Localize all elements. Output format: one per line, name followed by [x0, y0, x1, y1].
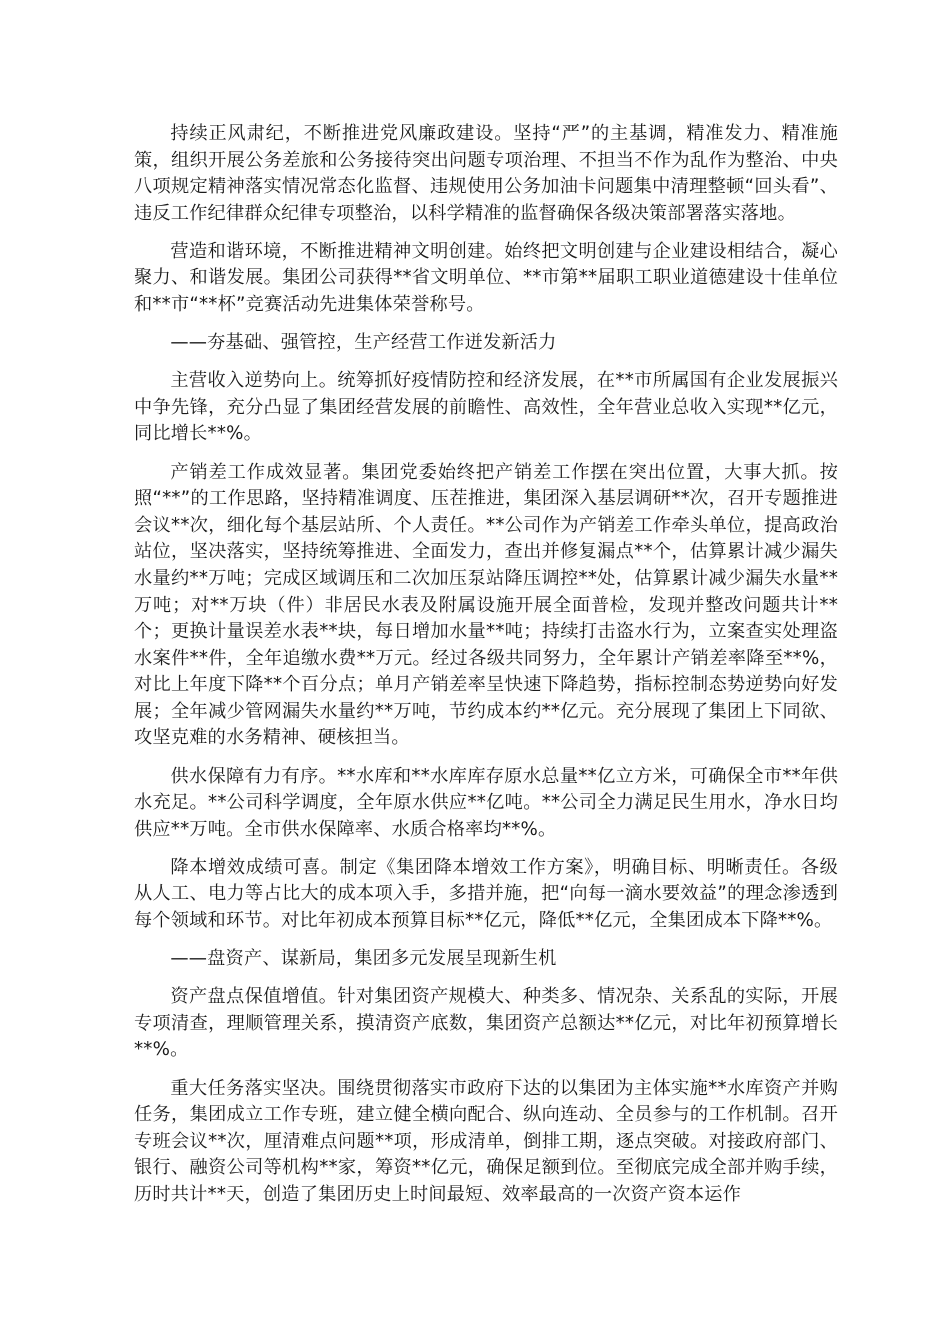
paragraph-nrw: 产销差工作成效显著。集团党委始终把产销差工作摆在突出位置，大事大抓。按照“**”的工作思路，坚持精准调度、压茬推进，集团深入基层调研**次，召开专题推进会议**次，细化每个基层站所、个人责任。**公司作为产销差工作牵头单位，提高政治站位，坚决落实，坚持统筹推进、全面发力，查出并修复漏点**个，估算累计减少漏失水量约**万吨；完成区域调压和二次加压泵站降压调控**处，估算累计减少漏失水量**万吨；对**万块（件）非居民水表及附属设施开展全面普检，发现并整改问题共计**个；更换计量误差水表**块，每日增加水量**吨；持续打击盗水行为，立案查实处理盗水案件**件，全年追缴水费**万元。经过各级共同努力，全年累计产销差率降至**%，对比上年度下降**个百分点；单月产销差率呈快速下降趋势，指标控制态势逆势向好发展；全年减少管网漏失水量约**万吨，节约成本约**亿元。充分展现了集团上下同欲、攻坚克难的水务精神、硬核担当。 — [134, 461, 838, 749]
paragraph-major-tasks: 重大任务落实坚决。围绕贯彻落实市政府下达的以集团为主体实施**水库资产并购任务，集团成立工作专班，建立健全横向配合、纵向连动、全员参与的工作机制。召开专班会议**次，厘清难点问题**项，形成清单，倒排工期，逐点突破。对接政府部门、银行、融资公司等机构**家，筹资**亿元，确保足额到位。至彻底完成全部并购手续，历时共计**天，创造了集团历史上时间最短、效率最高的一次资产资本运作 — [134, 1077, 838, 1205]
paragraph-water-supply: 供水保障有力有序。**水库和**水库库存原水总量**亿立方米，可确保全市**年供水充足。**公司科学调度，全年原水供应**亿吨。**公司全力满足民生用水，净水日均供应**万吨。全市供水保障率、水质合格率均**%。 — [134, 765, 838, 840]
paragraph-cost-reduction: 降本增效成绩可喜。制定《集团降本增效工作方案》，明确目标、明晰责任。各级从人工、电力等占比大的成本项入手，多措并施，把“向每一滴水要效益”的理念渗透到每个领域和环节。对比年初成本预算目标**亿元，降低**亿元，全集团成本下降**%。 — [134, 856, 838, 932]
paragraph-revenue: 主营收入逆势向上。统筹抓好疫情防控和经济发展，在**市所属国有企业发展振兴中争先锋，充分凸显了集团经营发展的前瞻性、高效性，全年营业总收入实现**亿元，同比增长**%。 — [134, 370, 838, 445]
section-heading-production: ——夯基础、强管控，生产经营工作迸发新活力 — [170, 332, 557, 354]
paragraph-discipline: 持续正风肃纪，不断推进党风廉政建设。坚持“严”的主基调，精准发力、精准施策，组织开展公务差旅和公务接待突出问题专项治理、不担当不作为乱作为整治、中央八项规定精神落实情况常态化监督、违规使用公务加油卡问题集中清理整顿“回头看”、违反工作纪律群众纪律专项整治，以科学精准的监督确保各级决策部署落实落地。 — [134, 123, 838, 224]
document-page — [134, 121, 838, 1220]
paragraph-asset-inventory: 资产盘点保值增值。针对集团资产规模大、种类多、情况杂、关系乱的实际，开展专项清查，理顺管理关系，摸清资产底数，集团资产总额达**亿元，对比年初预算增长**%。 — [134, 986, 838, 1061]
paragraph-civilization: 营造和谐环境，不断推进精神文明创建。始终把文明创建与企业建设相结合，凝心聚力、和谐发展。集团公司获得**省文明单位、**市第**届职工职业道德建设十佳单位和**市“**杯”竞赛活动先进集体荣誉称号。 — [134, 240, 838, 316]
section-heading-assets: ——盘资产、谋新局，集团多元发展呈现新生机 — [170, 948, 557, 970]
